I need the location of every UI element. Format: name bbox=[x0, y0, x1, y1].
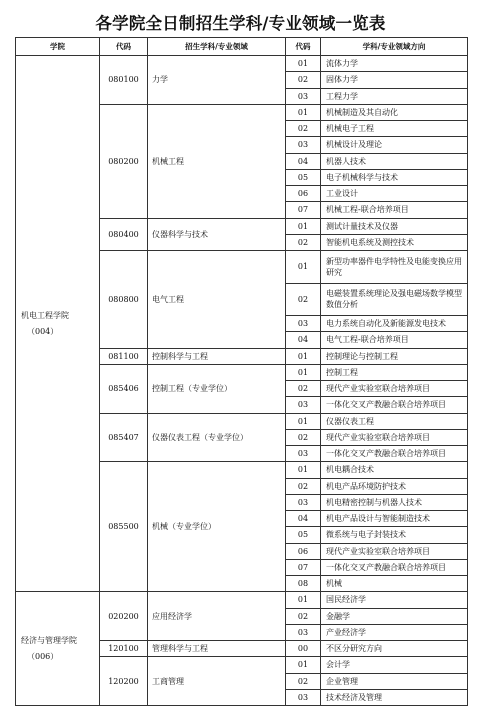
program-code: 081100 bbox=[100, 348, 148, 364]
direction-code: 07 bbox=[286, 559, 321, 575]
direction-code: 02 bbox=[286, 673, 321, 689]
college-cell bbox=[16, 56, 100, 592]
direction-name: 机电产品设计与智能制造技术 bbox=[321, 511, 468, 527]
program-code: 080800 bbox=[100, 251, 148, 349]
direction-code: 02 bbox=[286, 283, 321, 316]
direction-code: 08 bbox=[286, 576, 321, 592]
direction-name: 机电精密控制与机器人技术 bbox=[321, 494, 468, 510]
direction-name: 固体力学 bbox=[321, 72, 468, 88]
college-name: 经济与管理学院 bbox=[21, 635, 77, 645]
direction-code: 03 bbox=[286, 689, 321, 705]
direction-code: 02 bbox=[286, 381, 321, 397]
direction-name: 机械工程-联合培养项目 bbox=[321, 202, 468, 218]
college-code: （004） bbox=[27, 326, 59, 336]
direction-name: 会计学 bbox=[321, 657, 468, 673]
direction-code: 03 bbox=[286, 137, 321, 153]
direction-code: 01 bbox=[286, 104, 321, 120]
direction-name: 微系统与电子封装技术 bbox=[321, 527, 468, 543]
direction-code: 03 bbox=[286, 88, 321, 104]
program-name: 管理科学与工程 bbox=[148, 641, 286, 657]
program-code: 020200 bbox=[100, 592, 148, 641]
direction-name: 一体化交叉产教融合联合培养项目 bbox=[321, 397, 468, 413]
direction-name: 智能机电系统及测控技术 bbox=[321, 234, 468, 250]
direction-name: 新型功率器件电学特性及电能变换应用研究 bbox=[321, 251, 468, 284]
direction-code: 02 bbox=[286, 608, 321, 624]
direction-name: 现代产业实验室联合培养项目 bbox=[321, 543, 468, 559]
program-name: 控制工程（专业学位） bbox=[148, 364, 286, 413]
program-code: 080400 bbox=[100, 218, 148, 251]
direction-name: 一体化交叉产教融合联合培养项目 bbox=[321, 559, 468, 575]
direction-name: 电气工程-联合培养项目 bbox=[321, 332, 468, 348]
direction-name: 仪器仪表工程 bbox=[321, 413, 468, 429]
direction-code: 02 bbox=[286, 429, 321, 445]
direction-name: 机电耦合技术 bbox=[321, 462, 468, 478]
direction-code: 01 bbox=[286, 56, 321, 72]
direction-code: 04 bbox=[286, 511, 321, 527]
direction-name: 不区分研究方向 bbox=[321, 641, 468, 657]
program-table bbox=[15, 37, 468, 706]
direction-code: 03 bbox=[286, 397, 321, 413]
direction-name: 机械电子工程 bbox=[321, 121, 468, 137]
program-name: 力学 bbox=[148, 56, 286, 105]
direction-code: 07 bbox=[286, 202, 321, 218]
program-name: 电气工程 bbox=[148, 251, 286, 349]
direction-name: 流体力学 bbox=[321, 56, 468, 72]
direction-code: 03 bbox=[286, 494, 321, 510]
table-row bbox=[16, 56, 468, 72]
program-code: 080200 bbox=[100, 104, 148, 218]
direction-code: 02 bbox=[286, 121, 321, 137]
direction-code: 02 bbox=[286, 234, 321, 250]
header-program-code: 代码 bbox=[100, 38, 148, 56]
direction-code: 03 bbox=[286, 446, 321, 462]
direction-name: 金融学 bbox=[321, 608, 468, 624]
program-code: 085407 bbox=[100, 413, 148, 462]
direction-name: 产业经济学 bbox=[321, 624, 468, 640]
program-code: 120100 bbox=[100, 641, 148, 657]
direction-name: 现代产业实验室联合培养项目 bbox=[321, 429, 468, 445]
direction-name: 机械设计及理论 bbox=[321, 137, 468, 153]
direction-name: 机器人技术 bbox=[321, 153, 468, 169]
program-name: 应用经济学 bbox=[148, 592, 286, 641]
direction-code: 03 bbox=[286, 316, 321, 332]
direction-code: 01 bbox=[286, 413, 321, 429]
direction-code: 05 bbox=[286, 169, 321, 185]
header-direction-code: 代码 bbox=[286, 38, 321, 56]
direction-name: 机电产品环境防护技术 bbox=[321, 478, 468, 494]
direction-code: 02 bbox=[286, 478, 321, 494]
direction-name: 电力系统自动化及新能源发电技术 bbox=[321, 316, 468, 332]
direction-code: 01 bbox=[286, 364, 321, 380]
direction-code: 01 bbox=[286, 218, 321, 234]
header-program-name: 招生学科/专业领域 bbox=[148, 38, 286, 56]
program-code: 085406 bbox=[100, 364, 148, 413]
program-name: 控制科学与工程 bbox=[148, 348, 286, 364]
direction-code: 01 bbox=[286, 657, 321, 673]
direction-name: 控制理论与控制工程 bbox=[321, 348, 468, 364]
program-name: 工商管理 bbox=[148, 657, 286, 706]
header-direction-name: 学科/专业领域方向 bbox=[321, 38, 468, 56]
college-code: （006） bbox=[27, 651, 59, 661]
direction-name: 机械制造及其自动化 bbox=[321, 104, 468, 120]
direction-code: 01 bbox=[286, 462, 321, 478]
direction-name: 电磁装置系统理论及强电磁场数学模型数值分析 bbox=[321, 283, 468, 316]
direction-name: 国民经济学 bbox=[321, 592, 468, 608]
direction-name: 工程力学 bbox=[321, 88, 468, 104]
direction-code: 06 bbox=[286, 186, 321, 202]
direction-code: 01 bbox=[286, 251, 321, 284]
direction-name: 控制工程 bbox=[321, 364, 468, 380]
direction-name: 机械 bbox=[321, 576, 468, 592]
program-name: 仪器仪表工程（专业学位） bbox=[148, 413, 286, 462]
program-name: 机械（专业学位） bbox=[148, 462, 286, 592]
header-college: 学院 bbox=[16, 38, 100, 56]
direction-code: 03 bbox=[286, 624, 321, 640]
direction-code: 01 bbox=[286, 348, 321, 364]
direction-name: 技术经济及管理 bbox=[321, 689, 468, 705]
direction-code: 04 bbox=[286, 332, 321, 348]
program-name: 机械工程 bbox=[148, 104, 286, 218]
direction-code: 06 bbox=[286, 543, 321, 559]
table-header-row bbox=[16, 38, 468, 56]
college-cell bbox=[16, 592, 100, 706]
direction-name: 电子机械科学与技术 bbox=[321, 169, 468, 185]
direction-code: 00 bbox=[286, 641, 321, 657]
direction-name: 工业设计 bbox=[321, 186, 468, 202]
page-title: 各学院全日制招生学科/专业领域一览表 bbox=[95, 14, 386, 33]
direction-code: 01 bbox=[286, 592, 321, 608]
direction-code: 05 bbox=[286, 527, 321, 543]
table-row bbox=[16, 592, 468, 608]
direction-name: 企业管理 bbox=[321, 673, 468, 689]
direction-name: 测试计量技术及仪器 bbox=[321, 218, 468, 234]
college-name: 机电工程学院 bbox=[21, 310, 69, 320]
direction-name: 一体化交叉产教融合联合培养项目 bbox=[321, 446, 468, 462]
direction-code: 04 bbox=[286, 153, 321, 169]
program-code: 080100 bbox=[100, 56, 148, 105]
program-code: 120200 bbox=[100, 657, 148, 706]
direction-name: 现代产业实验室联合培养项目 bbox=[321, 381, 468, 397]
direction-code: 02 bbox=[286, 72, 321, 88]
table-body bbox=[16, 56, 468, 706]
program-code: 085500 bbox=[100, 462, 148, 592]
program-name: 仪器科学与技术 bbox=[148, 218, 286, 251]
